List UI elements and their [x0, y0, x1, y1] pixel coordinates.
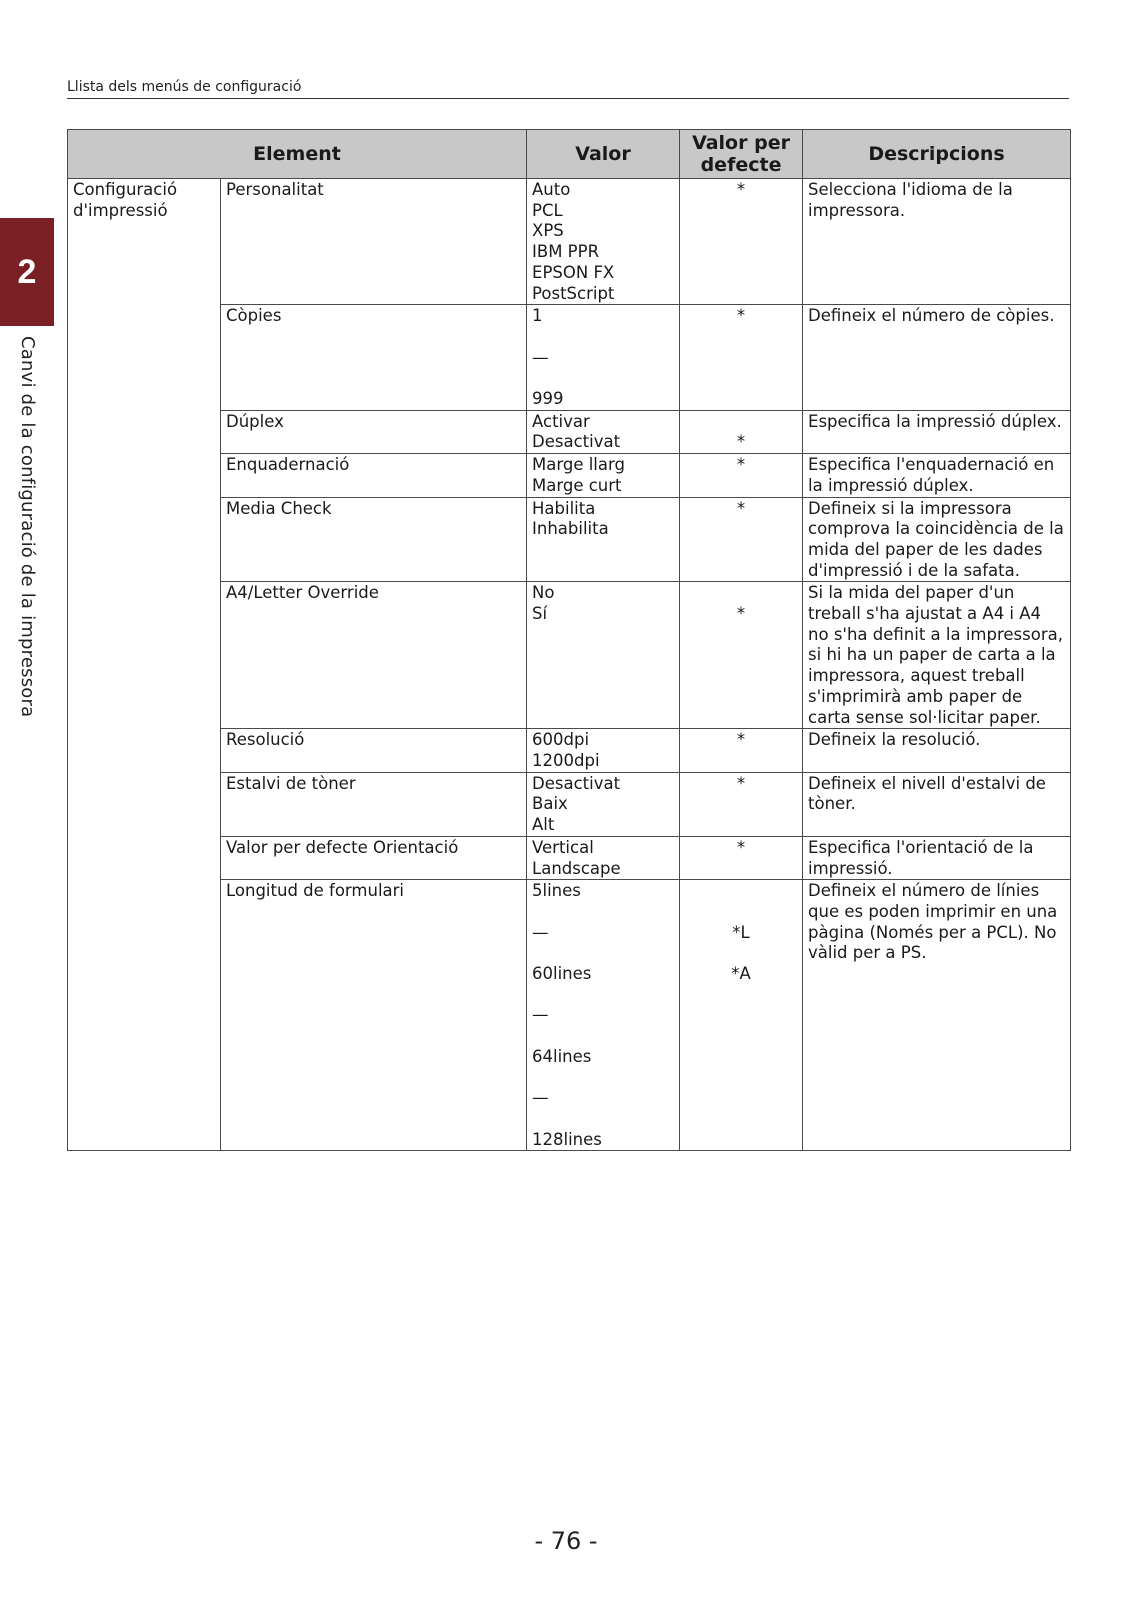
values-cell: Vertical Landscape: [527, 836, 680, 879]
values-cell: Auto PCL XPS IBM PPR EPSON FX PostScript: [527, 179, 680, 305]
description-cell: Defineix el número de còpies.: [803, 305, 1071, 411]
description-cell: Defineix la resolució.: [803, 729, 1071, 772]
group-cell: Configuració d'impressió: [68, 179, 221, 1151]
default-cell: *: [680, 454, 803, 497]
values-cell: Marge llarg Marge curt: [527, 454, 680, 497]
default-cell: *: [680, 729, 803, 772]
page-number: - 76 -: [534, 1527, 598, 1555]
default-cell: *: [680, 772, 803, 836]
description-cell: Selecciona l'idioma de la impressora.: [803, 179, 1071, 305]
settings-table: [67, 129, 1071, 1151]
default-cell: *: [680, 305, 803, 411]
description-cell: Especifica l'enquadernació en la impressió dúplex.: [803, 454, 1071, 497]
default-cell: *: [680, 410, 803, 453]
item-cell: Dúplex: [221, 410, 527, 453]
default-cell: *: [680, 836, 803, 879]
header-description: Descripcions: [803, 130, 1071, 179]
header-value: Valor: [527, 130, 680, 179]
default-cell: *: [680, 497, 803, 582]
values-cell: 600dpi 1200dpi: [527, 729, 680, 772]
values-cell: 1 — 999: [527, 305, 680, 411]
description-cell: Especifica la impressió dúplex.: [803, 410, 1071, 453]
values-cell: No Sí: [527, 582, 680, 729]
description-cell: Defineix el número de línies que es poden imprimir en una pàgina (Només per a PCL). No vàlid per a PS.: [803, 880, 1071, 1151]
item-cell: Estalvi de tòner: [221, 772, 527, 836]
item-cell: Personalitat: [221, 179, 527, 305]
default-cell: *: [680, 179, 803, 305]
chapter-number: 2: [17, 252, 37, 291]
item-cell: Enquadernació: [221, 454, 527, 497]
item-cell: A4/Letter Override: [221, 582, 527, 729]
default-cell: *L *A: [680, 880, 803, 1151]
header-default: Valor per defecte: [680, 130, 803, 179]
item-cell: Resolució: [221, 729, 527, 772]
description-cell: Especifica l'orientació de la impressió.: [803, 836, 1071, 879]
values-cell: 5lines — 60lines — 64lines — 128lines: [527, 880, 680, 1151]
values-cell: Desactivat Baix Alt: [527, 772, 680, 836]
header-element: Element: [68, 130, 527, 179]
table-header-row: [68, 130, 1071, 179]
description-cell: Defineix si la impressora comprova la coincidència de la mida del paper de les dades d'impressió i de la safata.: [803, 497, 1071, 582]
item-cell: Longitud de formulari: [221, 880, 527, 1151]
chapter-tab: [0, 218, 54, 326]
running-header: Llista dels menús de configuració: [67, 79, 1069, 99]
description-cell: Defineix el nivell d'estalvi de tòner.: [803, 772, 1071, 836]
table-row: [68, 179, 1071, 305]
chapter-title: Canvi de la configuració de la impressora: [17, 336, 38, 718]
item-cell: Media Check: [221, 497, 527, 582]
description-cell: Si la mida del paper d'un treball s'ha ajustat a A4 i A4 no s'ha definit a la impressora, si hi ha un paper de carta a la impressora, aquest treball s'imprimirà amb paper de carta sense sol·licitar paper.: [803, 582, 1071, 729]
values-cell: Habilita Inhabilita: [527, 497, 680, 582]
item-cell: Valor per defecte Orientació: [221, 836, 527, 879]
values-cell: Activar Desactivat: [527, 410, 680, 453]
item-cell: Còpies: [221, 305, 527, 411]
default-cell: *: [680, 582, 803, 729]
